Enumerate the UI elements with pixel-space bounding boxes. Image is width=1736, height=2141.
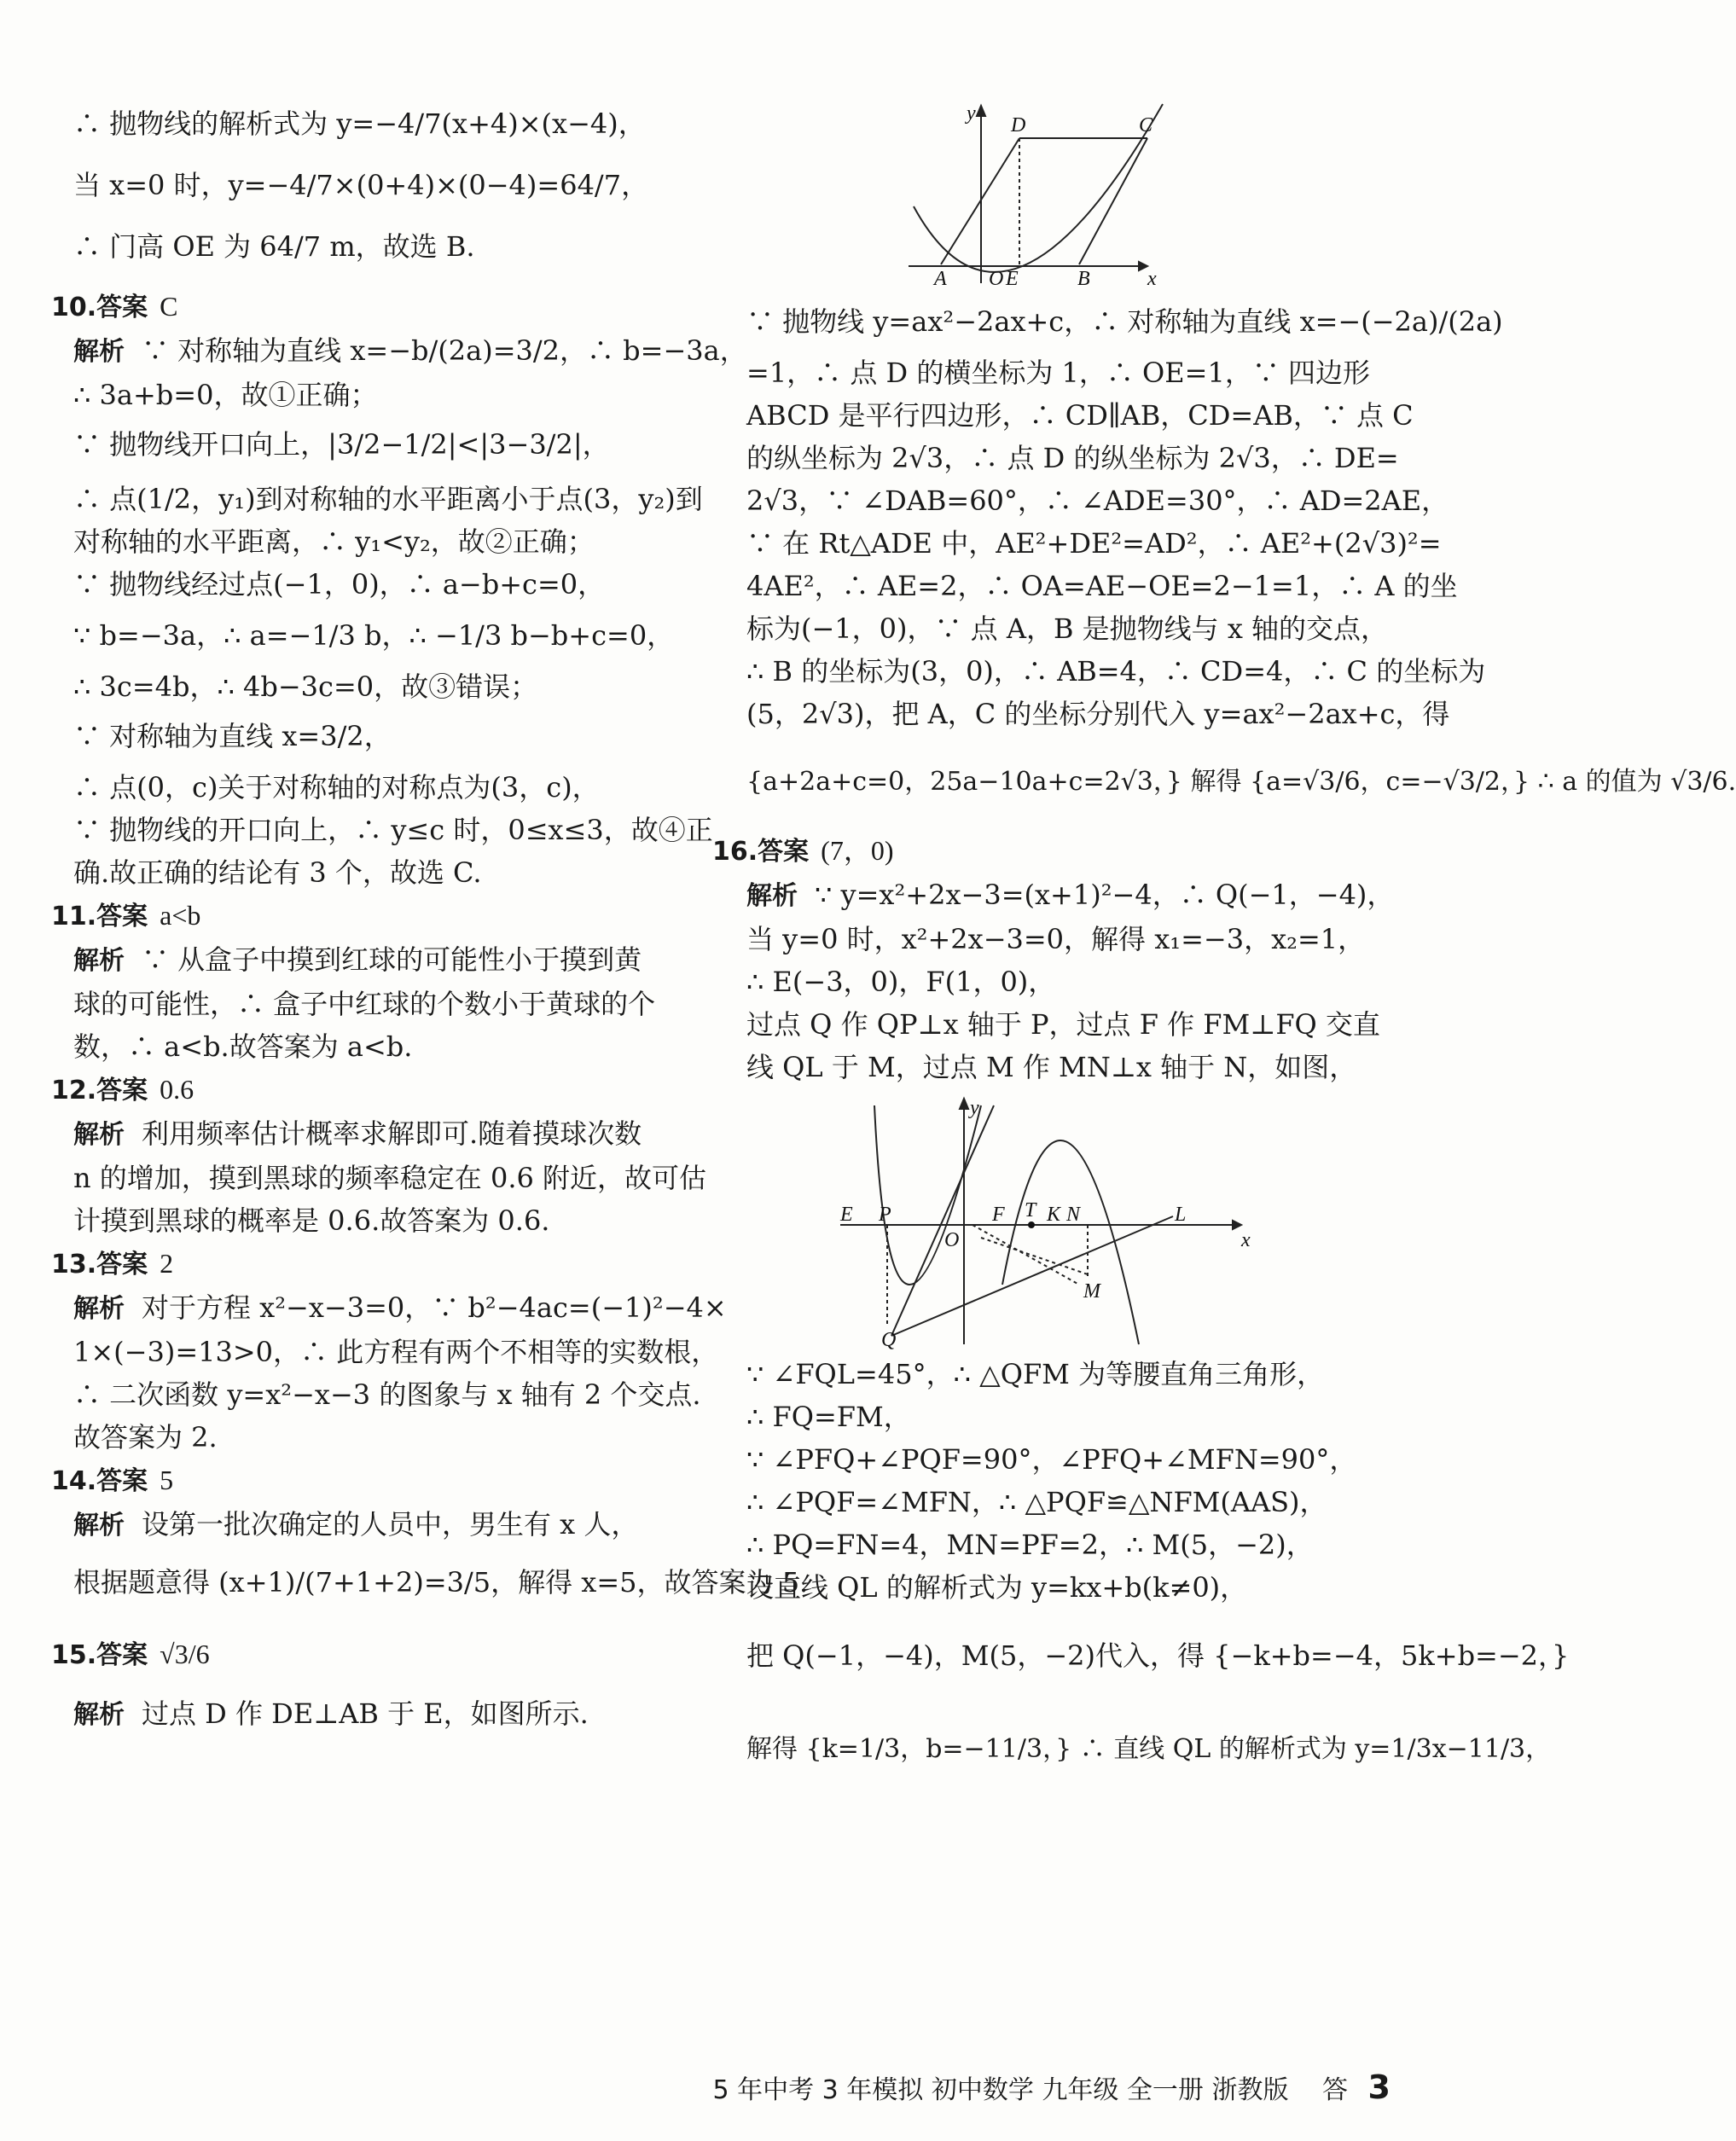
q16-line: ∵ ∠FQL=45°，∴ △QFM 为等腰直角三角形，	[746, 1358, 1325, 1390]
line-ql	[891, 1216, 1173, 1336]
q14-answer-row	[51, 1459, 682, 1503]
q16-analysis-row	[746, 873, 1395, 918]
q10-line: ∵ 对称轴为直线 x=−b/(2a)=3/2，∴ b=−3a，	[142, 334, 747, 367]
q15-cont-line: ABCD 是平行四边形，∴ CD∥AB，CD=AB，∵ 点 C	[746, 399, 1414, 432]
fig1-label-e: E	[1006, 268, 1019, 290]
parallelogram-parabola-figure	[746, 96, 1382, 292]
q10-line: ∴ 3a+b=0，故①正确；	[73, 379, 378, 411]
fig2-label-p: P	[879, 1204, 891, 1226]
q13-analysis-row	[51, 1286, 727, 1331]
footer-book-title: 5 年中考 3 年模拟 初中数学 九年级 全一册 浙教版	[712, 2075, 1289, 2105]
fig1-label-d: D	[1011, 114, 1026, 136]
q16-line: 过点 Q 作 QP⊥x 轴于 P，过点 F 作 FM⊥FQ 交直	[746, 1008, 1380, 1041]
q13-line: 故答案为 2.	[73, 1421, 218, 1453]
q12-analysis-row	[51, 1112, 682, 1157]
fig2-label-k: K	[1047, 1204, 1061, 1226]
parabola-left	[874, 1105, 981, 1285]
q15-cont-line: (5，2√3)，把 A，C 的坐标分别代入 y=ax²−2ax+c，得	[746, 698, 1450, 730]
q15-cont-line: 标为(−1，0)，∵ 点 A，B 是抛物线与 x 轴的交点，	[746, 612, 1389, 645]
q10-answer: C	[160, 291, 178, 322]
q16-line: ∴ E(−3，0)，F(1，0)，	[746, 966, 1056, 998]
q16-line: ∴ PQ=FN=4，MN=PF=2，∴ M(5，−2)，	[746, 1529, 1314, 1561]
fig2-label-n: N	[1066, 1204, 1081, 1226]
q16-line: 设直线 QL 的解析式为 y=kx+b(k≠0)，	[746, 1571, 1248, 1604]
q13-line: ∴ 二次函数 y=x²−x−3 的图象与 x 轴有 2 个交点.	[73, 1378, 701, 1411]
q10-line: ∵ b=−3a，∴ a=−1/3 b，∴ −1/3 b−b+c=0，	[73, 619, 675, 652]
q16-line: ∴ FQ=FM，	[746, 1401, 911, 1433]
q10-line: ∵ 抛物线经过点(−1，0)，∴ a−b+c=0，	[73, 568, 606, 601]
fig1-label-o: O	[989, 268, 1004, 290]
analysis-label: 解析	[746, 881, 798, 911]
q9-line: ∴ 抛物线的解析式为 y=−4/7(x+4)×(x−4)，	[73, 107, 646, 140]
q10-line: ∵ 抛物线开口向上，|3/2−1/2|<|3−3/2|，	[73, 428, 610, 461]
footer-answer-mark: 答	[1322, 2075, 1348, 2105]
q16-line: 线 QL 于 M，过点 M 作 MN⊥x 轴于 N，如图，	[746, 1051, 1357, 1083]
analysis-label: 解析	[73, 1120, 125, 1150]
q15-cont-line: ∵ 在 Rt△ADE 中，AE²+DE²=AD²，∴ AE²+(2√3)²=	[746, 527, 1442, 560]
q10-line: 对称轴的水平距离，∴ y₁<y₂，故②正确；	[73, 525, 595, 558]
point-t	[1028, 1221, 1035, 1228]
answer-label: 答案	[758, 837, 810, 867]
x-axis-arrow	[1233, 1221, 1241, 1229]
fig1-label-b: B	[1077, 268, 1090, 290]
fig2-label-l: L	[1175, 1204, 1187, 1226]
q12-line: n 的增加，摸到黑球的频率稳定在 0.6 附近，故可估	[73, 1162, 707, 1194]
q11-answer: a<b	[160, 900, 201, 931]
analysis-label: 解析	[73, 337, 125, 367]
q10-answer-row	[51, 285, 682, 329]
q10-line: ∵ 对称轴为直线 x=3/2，	[73, 720, 392, 752]
q15-analysis-row	[51, 1692, 682, 1737]
q13-number: 13.	[51, 1250, 97, 1279]
fig2-label-y: y	[970, 1097, 979, 1119]
q9-line: 当 x=0 时，y=−4/7×(0+4)×(0−4)=64/7，	[73, 169, 649, 201]
q12-line: 利用频率估计概率求解即可.随着摸球次数	[142, 1117, 642, 1150]
q10-line: 确.故正确的结论有 3 个，故选 C.	[73, 856, 482, 889]
q16-answer-row	[712, 829, 1382, 873]
q11-number: 11.	[51, 902, 97, 931]
q15-cont-line: 4AE²，∴ AE=2，∴ OA=AE−OE=2−1=1，∴ A 的坐	[746, 570, 1458, 602]
q9-line: ∴ 门高 OE 为 64/7 m，故选 B.	[73, 230, 475, 263]
q11-analysis-row	[51, 938, 682, 983]
q11-line: 数，∴ a<b.故答案为 a<b.	[73, 1030, 413, 1063]
q15-cont-line: ∵ 抛物线 y=ax²−2ax+c，∴ 对称轴为直线 x=−(−2a)/(2a)	[746, 305, 1503, 338]
analysis-label: 解析	[73, 1700, 125, 1730]
fig2-label-t: T	[1025, 1199, 1036, 1221]
q12-answer: 0.6	[160, 1074, 195, 1105]
analysis-label: 解析	[73, 1511, 125, 1540]
q11-line: 球的可能性，∴ 盒子中红球的个数小于黄球的个	[73, 988, 656, 1020]
q15-number: 15.	[51, 1640, 97, 1670]
analysis-label: 解析	[73, 1294, 125, 1324]
fig2-label-e: E	[840, 1204, 853, 1226]
q13-line: 1×(−3)=13>0，∴ 此方程有两个不相等的实数根，	[73, 1336, 719, 1368]
q15-cont-line: =1，∴ 点 D 的横坐标为 1，∴ OE=1，∵ 四边形	[746, 357, 1370, 389]
fig1-label-a: A	[934, 268, 947, 290]
q16-answer: (7，0)	[821, 835, 894, 866]
q12-line: 计摸到黑球的概率是 0.6.故答案为 0.6.	[73, 1204, 550, 1237]
q14-answer: 5	[160, 1465, 174, 1495]
q12-number: 12.	[51, 1076, 97, 1105]
answer-label: 答案	[96, 293, 148, 322]
fig2-label-x: x	[1241, 1229, 1251, 1251]
page-number: 3	[1367, 2068, 1391, 2106]
q10-line: ∴ 点(1/2，y₁)到对称轴的水平距离小于点(3，y₂)到	[73, 483, 703, 515]
q16-line: ∵ y=x²+2x−3=(x+1)²−4，∴ Q(−1，−4)，	[815, 879, 1395, 911]
x-axis-arrow	[1139, 262, 1147, 270]
q14-line: 根据题意得 (x+1)/(7+1+2)=3/5，解得 x=5，故答案为 5.	[73, 1566, 809, 1598]
q11-line: ∵ 从盒子中摸到红球的可能性小于摸到黄	[142, 943, 642, 976]
q14-analysis-row	[51, 1503, 682, 1547]
q16-number: 16.	[712, 837, 758, 867]
q16-line: 当 y=0 时，x²+2x−3=0，解得 x₁=−3，x₂=1，	[746, 923, 1366, 955]
y-axis-arrow	[977, 106, 985, 116]
q15-cont-line: {a+2a+c=0，25a−10a+c=2√3，} 解得 {a=√3/6，c=−√3/2，} ∴ a 的值为 √3/6.	[746, 767, 1736, 797]
triangle-parabola-figure	[746, 1088, 1382, 1353]
right-column	[712, 96, 1736, 1771]
q14-number: 14.	[51, 1466, 97, 1496]
answer-label: 答案	[96, 1466, 148, 1496]
answer-label: 答案	[96, 1250, 148, 1279]
fig1-label-y: y	[967, 102, 976, 125]
q10-line: ∴ 点(0，c)关于对称轴的对称点为(3，c)，	[73, 771, 600, 804]
parabola-right	[1002, 1140, 1139, 1344]
fig2-label-q: Q	[881, 1329, 897, 1351]
segment-fm-dashed	[981, 1238, 1088, 1274]
q15-cont-line: ∴ B 的坐标为(3，0)，∴ AB=4，∴ CD=4，∴ C 的坐标为	[746, 655, 1486, 688]
q14-line: 设第一批次确定的人员中，男生有 x 人，	[142, 1508, 639, 1540]
q15-answer: √3/6	[160, 1639, 210, 1669]
q10-line: ∵ 抛物线的开口向上，∴ y≤c 时，0≤x≤3，故④正	[73, 814, 713, 846]
answer-label: 答案	[96, 1076, 148, 1105]
fig2-label-f: F	[992, 1204, 1005, 1226]
line-qf	[891, 1105, 994, 1336]
answer-label: 答案	[96, 1640, 148, 1670]
q10-number: 10.	[51, 293, 97, 322]
fig1-label-x: x	[1147, 268, 1157, 290]
q15-line: 过点 D 作 DE⊥AB 于 E，如图所示.	[142, 1697, 589, 1730]
q10-line: ∴ 3c=4b，∴ 4b−3c=0，故③错误；	[73, 670, 538, 703]
q12-answer-row	[51, 1068, 682, 1112]
q16-line: 把 Q(−1，−4)，M(5，−2)代入，得 {−k+b=−4，5k+b=−2，}	[746, 1639, 1570, 1672]
fig2-label-o: O	[944, 1229, 960, 1251]
fig1-label-c: C	[1139, 114, 1153, 136]
q16-line: 解得 {k=1/3，b=−11/3，} ∴ 直线 QL 的解析式为 y=1/3x−11/3，	[746, 1734, 1552, 1764]
q13-line: 对于方程 x²−x−3=0，∵ b²−4ac=(−1)²−4×	[142, 1291, 727, 1324]
answer-label: 答案	[96, 902, 148, 931]
q15-answer-row	[51, 1633, 682, 1677]
page-footer	[537, 2068, 1391, 2106]
q13-answer: 2	[160, 1248, 174, 1279]
y-axis-arrow	[960, 1099, 968, 1109]
q15-cont-line: 2√3，∵ ∠DAB=60°，∴ ∠ADE=30°，∴ AD=2AE，	[746, 484, 1449, 517]
q13-answer-row	[51, 1242, 682, 1286]
q16-line: ∴ ∠PQF=∠MFN，∴ △PQF≌△NFM(AAS)，	[746, 1486, 1327, 1518]
segment-guide-dashed	[973, 1225, 1079, 1285]
analysis-label: 解析	[73, 946, 125, 976]
q11-answer-row	[51, 894, 682, 938]
segment-cb	[1079, 138, 1147, 264]
q16-line: ∵ ∠PFQ+∠PQF=90°，∠PFQ+∠MFN=90°，	[746, 1443, 1357, 1476]
fig2-label-m: M	[1083, 1280, 1100, 1303]
q15-cont-line: 的纵坐标为 2√3，∴ 点 D 的纵坐标为 2√3，∴ DE=	[746, 442, 1399, 474]
q10-analysis-row	[51, 329, 747, 374]
